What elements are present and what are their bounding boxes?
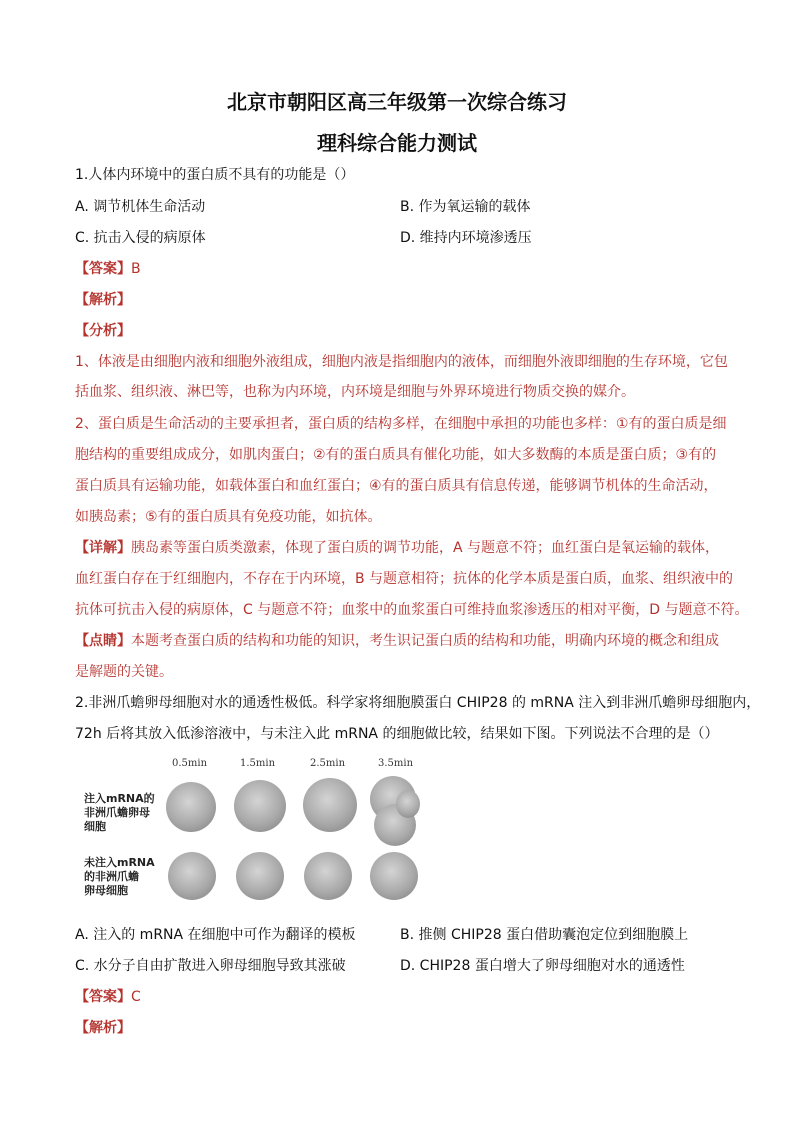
q1-option-b: B. 作为氧运输的载体 xyxy=(400,199,531,215)
point-text: 本题考查蛋白质的结构和功能的知识，考生识记蛋白质的结构和功能，明确内环境的概念和组成 xyxy=(131,633,719,649)
time-label-1: 0.5min xyxy=(172,758,208,769)
page-title: 北京市朝阳区高三年级第一次综合练习 xyxy=(227,90,567,114)
row2-label: 未注入mRNA 的非洲爪蟾 卵母细胞 xyxy=(84,856,155,897)
detail-label: 【详解】 xyxy=(75,540,131,556)
q1-option-a: A. 调节机体生命活动 xyxy=(75,199,206,215)
oocyte-injected-2.5min xyxy=(303,778,357,832)
time-label-4: 3.5min xyxy=(378,758,414,769)
q2-option-d: D. CHIP28 蛋白增大了卵母细胞对水的通透性 xyxy=(400,958,685,974)
answer-value: C xyxy=(131,989,141,1005)
time-label-3: 2.5min xyxy=(310,758,346,769)
q1-fenxi-p2-line4: 如胰岛素；⑤有的蛋白质具有免疫功能，如抗体。 xyxy=(75,509,382,525)
oocyte-control-1.5min xyxy=(236,852,284,900)
q1-fenxi-p1-line1: 1、体液是由细胞内液和细胞外液组成，细胞内液是指细胞内的液体，而细胞外液即细胞的生存环境，它包 xyxy=(75,354,728,370)
q1-fenxi-p2-line3: 蛋白质具有运输功能，如载体蛋白和血红蛋白；④有的蛋白质具有信息传递，能够调节机体的生命活动， xyxy=(75,478,718,494)
row1-label: 注入mRNA的 非洲爪蟾卵母 细胞 xyxy=(84,792,155,833)
oocyte-injected-bulge-2 xyxy=(396,790,420,818)
oocyte-injected-1.5min xyxy=(234,780,286,832)
q1-point-line1 xyxy=(75,631,725,651)
q1-fenxi-p2-line2: 胞结构的重要组成成分，如肌肉蛋白；②有的蛋白质具有催化功能，如大多数酶的本质是蛋白质；③有的 xyxy=(75,447,717,463)
answer-value: B xyxy=(131,261,141,277)
q2-option-a: A. 注入的 mRNA 在细胞中可作为翻译的模板 xyxy=(75,927,356,943)
point-label: 【点睛】 xyxy=(75,633,131,649)
detail-text: 胰岛素等蛋白质类激素，体现了蛋白质的调节功能，A 与题意不符；血红蛋白是氧运输的载体， xyxy=(131,540,720,556)
q1-answer xyxy=(75,259,725,279)
q2-option-c: C. 水分子自由扩散进入卵母细胞导致其涨破 xyxy=(75,958,346,974)
q1-point-line2: 是解题的关键。 xyxy=(75,664,173,680)
oocyte-control-2.5min xyxy=(304,852,352,900)
q1-stem: 1.人体内环境中的蛋白质不具有的功能是（） xyxy=(75,167,355,183)
answer-label: 【答案】 xyxy=(75,261,131,277)
oocyte-control-3.5min xyxy=(370,852,418,900)
q2-stem-line1: 2.非洲爪蟾卵母细胞对水的通透性极低。科学家将细胞膜蛋白 CHIP28 的 mRNA 注入到非洲爪蟾卵母细胞内， xyxy=(75,695,761,711)
q2-option-b: B. 推侧 CHIP28 蛋白借助囊泡定位到细胞膜上 xyxy=(400,927,689,943)
oocyte-injected-0.5min xyxy=(166,782,216,832)
oocyte-figure xyxy=(78,752,438,912)
q2-answer xyxy=(75,987,725,1007)
q2-analysis-label: 【解析】 xyxy=(75,1020,131,1036)
oocyte-control-0.5min xyxy=(168,852,216,900)
time-label-2: 1.5min xyxy=(240,758,276,769)
q1-detail-line1 xyxy=(75,538,725,558)
q1-fenxi-label: 【分析】 xyxy=(75,323,131,339)
q1-option-c: C. 抗击入侵的病原体 xyxy=(75,230,206,246)
answer-label: 【答案】 xyxy=(75,989,131,1005)
q1-option-d: D. 维持内环境渗透压 xyxy=(400,230,532,246)
q1-detail-line2: 血红蛋白存在于红细胞内，不存在于内环境，B 与题意相符；抗体的化学本质是蛋白质，血浆、组织液中的 xyxy=(75,571,734,587)
q1-detail-line3: 抗体可抗击入侵的病原体，C 与题意不符；血浆中的血浆蛋白可维持血浆渗透压的相对平衡，D 与题意不符。 xyxy=(75,602,749,618)
q1-fenxi-p1-line2: 括血浆、组织液、淋巴等，也称为内环境，内环境是细胞与外界环境进行物质交换的媒介。 xyxy=(75,384,635,400)
q2-stem-line2: 72h 后将其放入低渗溶液中，与未注入此 mRNA 的细胞做比较，结果如下图。下列说法不合理的是（） xyxy=(75,726,719,742)
q1-analysis-label: 【解析】 xyxy=(75,292,131,308)
q1-fenxi-p2-line1: 2、蛋白质是生命活动的主要承担者，蛋白质的结构多样，在细胞中承担的功能也多样：①有的蛋白质是细 xyxy=(75,416,727,432)
page-subtitle: 理科综合能力测试 xyxy=(317,131,477,155)
